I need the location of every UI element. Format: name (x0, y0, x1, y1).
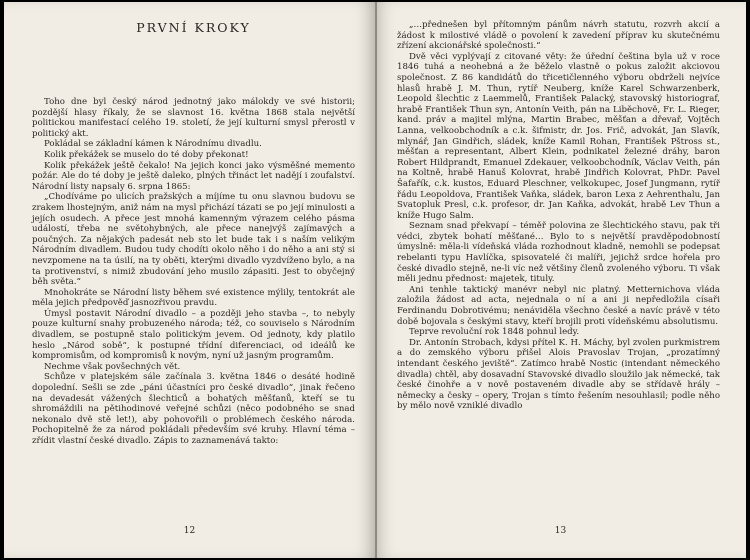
left-page (4, 2, 375, 558)
paragraph: „Chodíváme po ulicích pražských a míjíme tu onu slavnou budovu se zrakem lhostejným, aniž nám na mysl přichází tázati se po její minulosti a jejích osudech. A přece jest mnohá kamenným výrazem celého pásma událostí, třeba ne světohybných, ale přece nanejvýš zajímavých a poučných. Za nějakých padesát neb sto let bude tak i s naším velikým Národním divadlem. Budou tudy chodíti okolo něho i do něho a ani stý si nevzpomene na ta úsilí, na ty oběti, kterými divadlo vyzdvíženo bylo, a na ta protivenství, s nimiž zbudování jeho musilo zápasiti. Jest to obyčejný běh světa.“ (32, 192, 355, 288)
paragraph: Schůze v platejském sále začínala 3. května 1846 o desáté hodině dopolední. Sešli se zde „páni účastníci pro české divadlo“, jinak řečeno na devadesát vážených šlechticů a bohatých měšťanů, kteří se tu shromáždili na pětihodinové veřejné schůzi (něco podobného se snad nekonalo dvě stě let!), aby pohovořili o problémech českého národa. Pochopitelně že za národ pokládali především své kruhy. Hlavní téma – zřídit vlastní české divadlo. Zápis to zaznamenává takto: (32, 372, 355, 446)
right-page (375, 2, 746, 558)
page-number: 13 (554, 526, 567, 536)
paragraph: Kolik překážek se muselo do té doby překonat! (44, 149, 249, 160)
page-number: 12 (183, 526, 196, 536)
book-gutter (375, 2, 377, 558)
open-book (4, 2, 746, 558)
paragraph: Nechme však povšechných vět. (44, 361, 181, 372)
paragraph: Úmysl postavit Národní divadlo – a později jeho stavba –, to nebyly pouze kulturní snahy probuzeného národa; též, co souviselo s Národním divadlem, se postupně stalo politickým jevem. Od jednoty, kdy platilo heslo „Národ sobě“, k postupné třídní diferenciaci, od ideálů ke kompromisům, od kompromisů k novým, nyní už jasným programům. (32, 308, 355, 362)
paragraph: Teprve revoluční rok 1848 pohnul ledy. (409, 327, 580, 338)
paragraph: „…přednešen byl přítomným pánům návrh statutu, rozvrh akcií a žádost k milostivé vládě o povolení k zavedení příprav ku skutečnému zřízení akcionářské společnosti.“ (397, 20, 720, 52)
paragraph: Mnohokráte se Národní listy během své existence mýlily, tentokrát ale měla jejich předpověď jasnozřivou pravdu. (32, 287, 355, 309)
paragraph: Seznam snad překvapí – téměř polovina ze šlechtického stavu, pak tři védci, zbytek bohatí měšťané… Bylo to s největší pravděpodobností úmyslně: měla-li vídeňská vláda rozhodnout kladně, nemohli se podepsat rebelanti typu Havlíčka, spisovatelé či malíři, jejichž srdce hořela pro české divadlo stejně, ne-li víc než většiny členů zvoleného výboru. Ti však měli jednu přednost: majetek, tituly. (397, 221, 720, 285)
right-page-text (397, 20, 720, 412)
paragraph: Toho dne byl český národ jednotný jako málokdy ve své historii; pozdější hlasy říkaly, že se slavnost 16. května 1868 stala největší politickou manifestací celého 19. století, že její kulturní smysl přerostl v politický akt. (32, 97, 355, 139)
paragraph: Pokládal se základní kámen k Národnímu divadlu. (44, 139, 262, 150)
paragraph: Dr. Antonín Strobach, kdysi přítel K. H. Máchy, byl zvolen purkmistrem a do zemského výboru přišel Alois Pravoslav Trojan, „prozatímný intendant českého jeviště“. Zatímco hrabě Nostic (intendant německého divadla) chtěl, aby dosavadní Stavovské divadlo sloužilo jak německé, tak české činohře a v nově postaveném divadle aby se střídavě hrály – německy a česky – opery, Trojan s tímto řešením nesouhlasil; podle něho by mělo nově vzniklé divadlo (397, 337, 720, 412)
paragraph: Dvě věci vyplývají z citované věty: že úřední čeština byla už v roce 1846 tuhá a neohebná a že běželo vlastně o pokus založit akciovou společnost. Z 86 kandidátů do třicetičlenného výboru obdrželi nejvíce hlasů hrabě J. M. Thun, rytíř Neuberg, kníže Karel Schwarzenberk, Leopold šlechtic z Laemmelů, František Palacký, stavovský historiograf, hrabě František Thun syn, Antonín Veith, pán na Liběchově, Fr. L. Rieger, kand. práv a majitel mlýna, Martin Brabec, měšťan a dřevař, Vojtěch Lanna, velkoobchodník a c.k. šifmistr, dr. Jos. Frič, advokát, Jan Slavík, mlynář, Jan Gindřich, sládek, kníže Kamil Rohan, František Pštross st., měšťan a representant, Albert Klein, podnikatel železné dráhy, baron Robert Hildprandt, Emanuel Zdekauer, velkoobchodník, Václav Veith, pán na Koltně, hrabě Hanuš Kolovrat, hrabě Jindřich Kolovrat, PhDr. Pavel Šafařík, c.k. kustos, Eduard Pleschner, velkokupec, Josef Jungmann, rytíř řádu Leopoldova, František Vaňka, sládek, baron Lexa z Aehrenthalu, Jan Svatopluk Presl, c.k. profesor, dr. Jan Kaňka, advokát, hrabě Lev Thun a kníže Hugo Salm. (397, 51, 720, 221)
chapter-title: PRVNÍ KROKY (136, 20, 251, 35)
paragraph: Ani tenhle taktický manévr nebyl nic platný. Metternichova vláda založila žádost ad acta, nejednala o ní a ani ji nepředložila císaři Ferdinandu Dobrotivému; nenáviděla všechno české a navíc právě v této době bojovala s českými stavy, kteří brojili proti vídeňskému absolutismu. (397, 284, 720, 327)
left-page-text (32, 97, 355, 447)
paragraph: Kolik překážek ještě čekalo! Na jejich konci jako výsměšné memento požár. Ale do té doby je ještě daleko, plných třináct let nadějí i zoufalství. Národní listy napsaly 6. srpna 1865: (32, 160, 355, 192)
